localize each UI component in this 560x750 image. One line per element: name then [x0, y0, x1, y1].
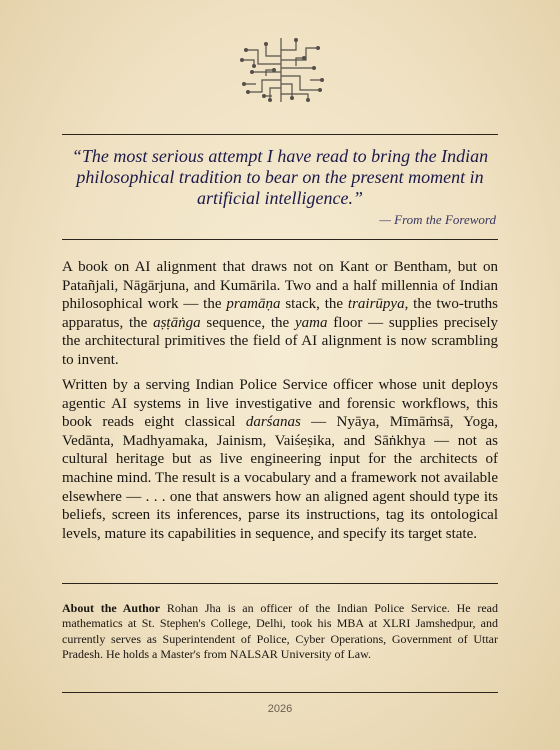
publication-year: 2026 [267, 703, 293, 715]
circuit-board-icon [236, 36, 326, 104]
foreword-quote: “The most serious attempt I have read to bring the Indian philosophical tradition to bear on the present moment in artificial intelligence.” [71, 146, 489, 208]
description-paragraph-1: A book on AI alignment that draws not on Kant or Bentham, but on Patañjali, Nāgārjuna, and Kumārila. Two and a half millennia of Indian philosophical work — the pramāṇa stack, the trairūpya, the two-truths apparatus, the aṣṭāṅga sequence, the yama floor — supplies precisely the architectural primitives the field of AI alignment is now scrambling to invent. [62, 259, 499, 368]
about-the-author [62, 601, 498, 663]
about-text: Rohan Jha is an officer of the Indian Police Service. He read mathematics at St. Stephen's College, Delhi, took his MBA at XLRI Jamshedpur, and currently serves as Superintendent of Police, Cyber Operations, Government of Uttar Pradesh. He holds a Master's from NALSAR University of Law. [62, 601, 498, 662]
about-divider [62, 583, 498, 584]
description-paragraph-2: Written by a serving Indian Police Service officer whose unit deploys agentic AI systems in live investigative and forensic workflows, this book reads eight classical darśanas — Nyāya, Mīmāṁsā, Yoga, Vedānta, Madhyamaka, Jainism, Vaiśeṣika, and Sāṅkhya — not as cultural heritage but as live engineering input for the architects of machine mind. The result is a vocabulary and a framework not available elsewhere — . . . one that answers how an aligned agent should type its beliefs, screen its inferences, parse its instructions, tag its ontological levels, mature its capabilities in sequence, and specify its target state. [62, 377, 499, 542]
quote-divider [62, 239, 498, 240]
footer-divider [62, 692, 498, 693]
quote-attribution: — From the Foreword [379, 212, 496, 227]
top-divider [62, 134, 498, 135]
about-heading: About the Author [62, 601, 161, 615]
